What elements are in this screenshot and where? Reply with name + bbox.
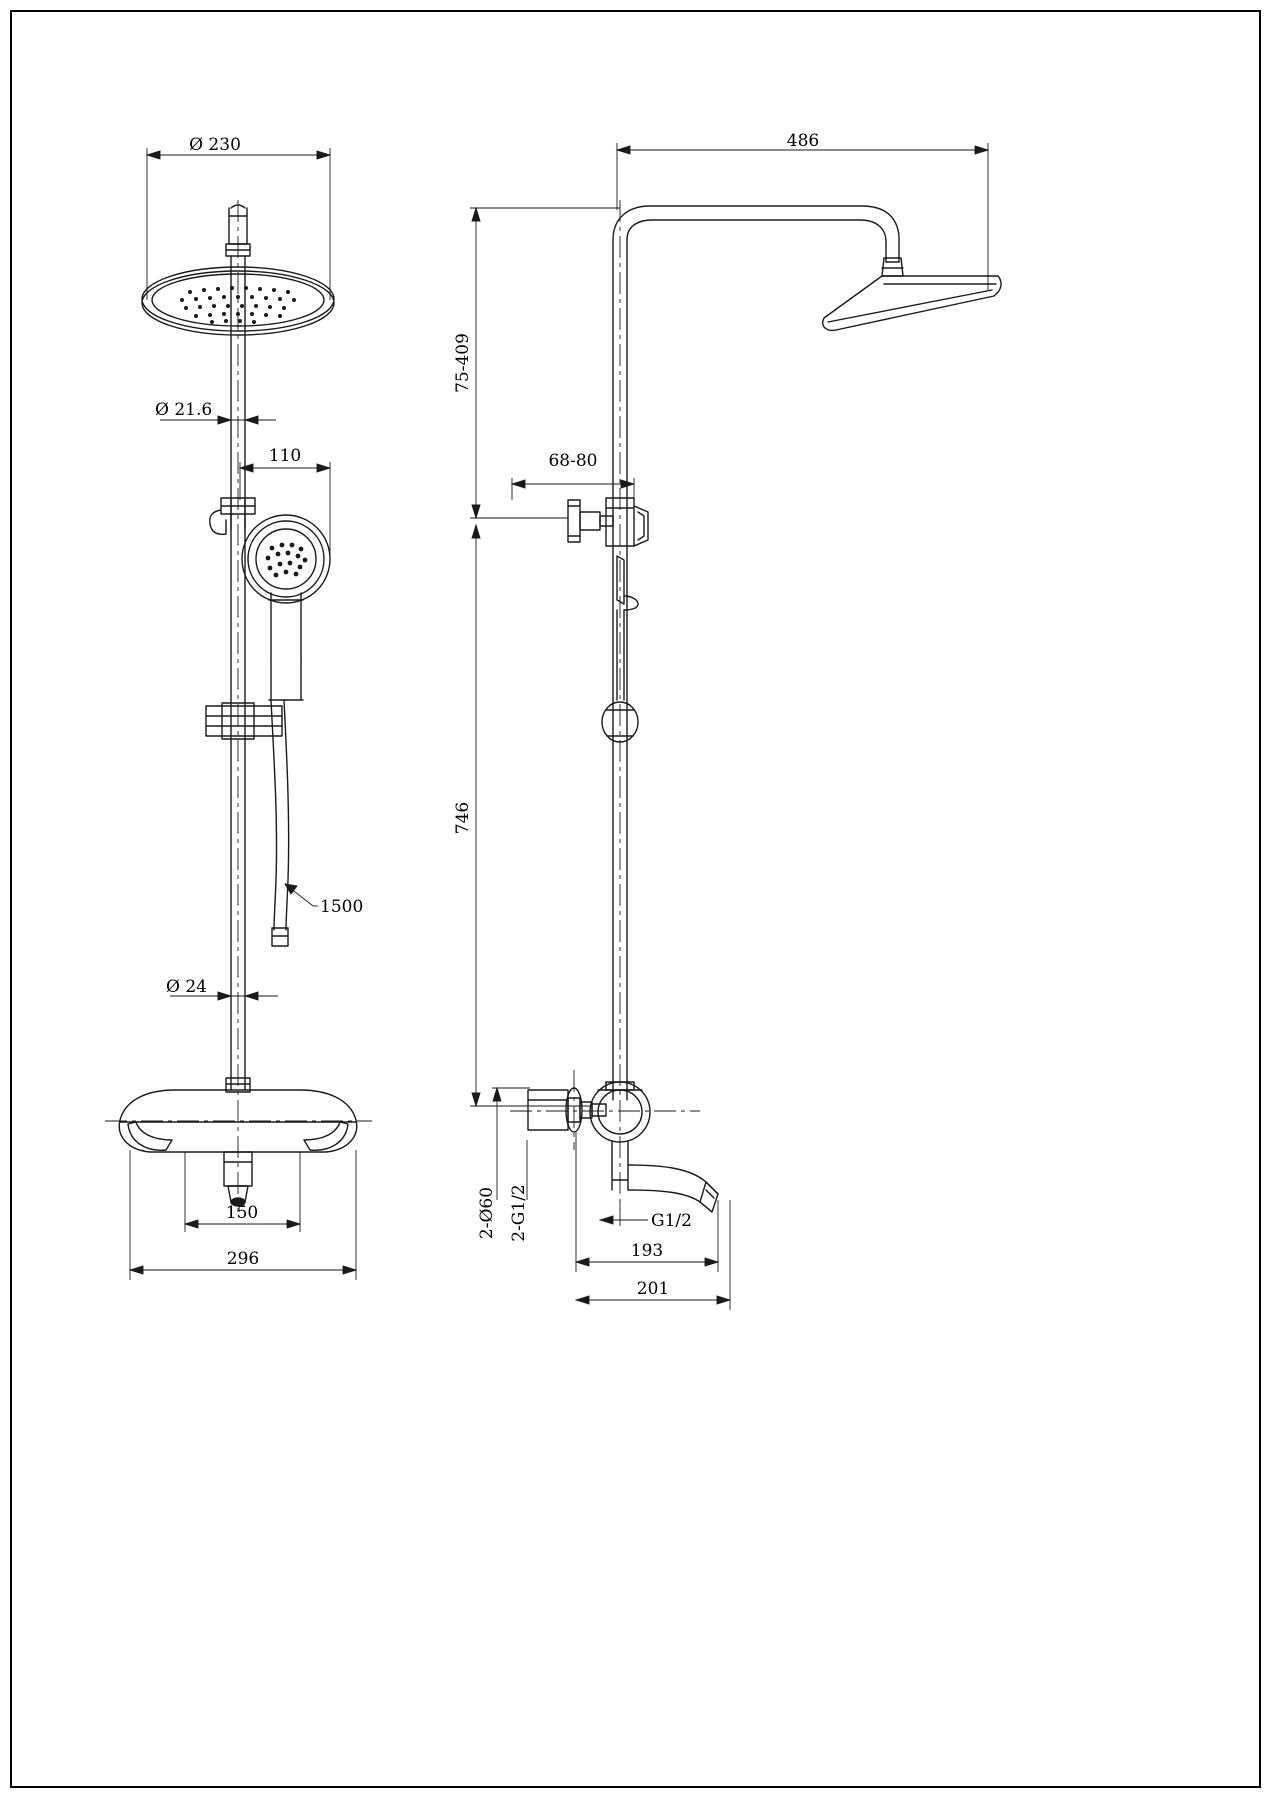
dim-hose-length: 1500	[320, 897, 364, 917]
dim-bracket-projection: 68-80	[548, 451, 598, 471]
side-dimension-lines	[470, 143, 988, 1310]
front-diverter-block	[210, 498, 255, 534]
side-centerline	[510, 200, 700, 1210]
dim-head-height-range: 75-409	[453, 333, 473, 393]
dim-riser-lower-diameter: Ø 24	[166, 977, 207, 997]
dim-riser-height: 746	[453, 801, 473, 835]
dim-inlet-thread: 2-G1/2	[509, 1184, 529, 1242]
side-rain-head	[823, 276, 1001, 330]
dim-spout-projection-inner: 193	[630, 1241, 664, 1261]
dim-hand-shower-offset: 110	[268, 446, 302, 466]
front-hand-shower	[242, 515, 330, 700]
dim-head-diameter: Ø 230	[189, 135, 241, 155]
dim-valve-overall-width: 296	[226, 1249, 260, 1269]
dim-inlet-centers: 2-Ø60	[477, 1186, 497, 1240]
dim-valve-centers: 150	[225, 1203, 259, 1223]
side-shower-arm	[613, 206, 903, 276]
dim-riser-upper-diameter: Ø 21.6	[155, 400, 213, 420]
dim-spout-projection-outer: 201	[636, 1279, 670, 1299]
dim-spout-thread: G1/2	[651, 1211, 692, 1231]
front-slide-bracket	[206, 703, 282, 739]
front-hose	[271, 700, 289, 946]
side-mixer-body	[528, 1082, 718, 1212]
dim-arm-reach: 486	[786, 131, 820, 151]
